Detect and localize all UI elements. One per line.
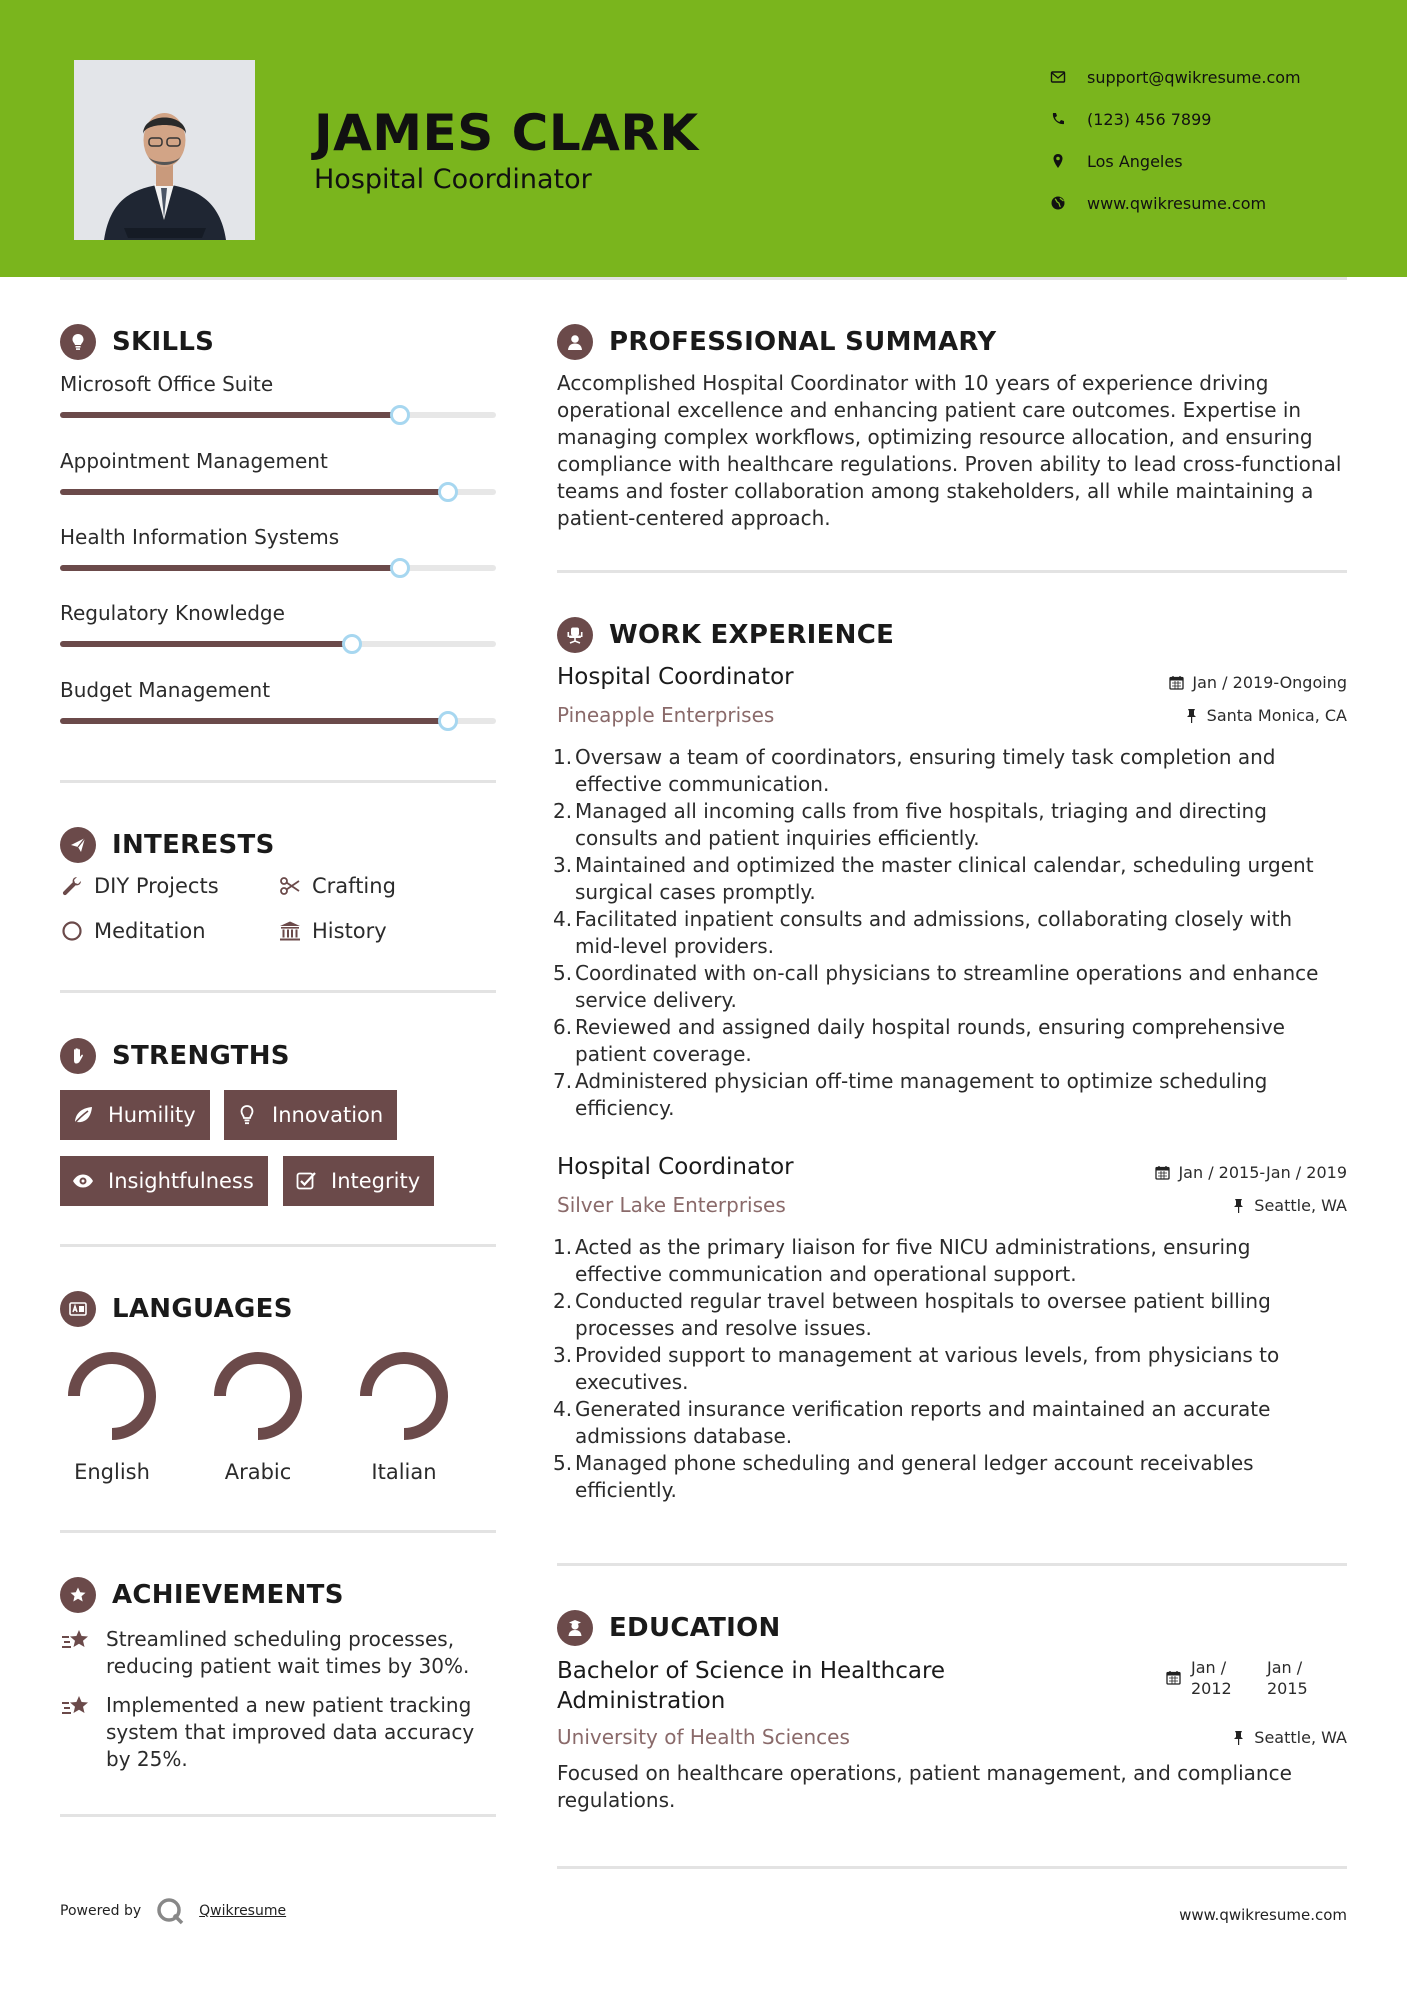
education-degree: Bachelor of Science in Healthcare Administration: [557, 1658, 946, 1714]
contact-phone[interactable]: [1049, 98, 1389, 140]
interest-item: [278, 919, 387, 943]
phone-icon: [1049, 110, 1067, 128]
skill-item: [60, 449, 496, 473]
education-description: Focused on healthcare operations, patient management, and compliance regulations.: [557, 1761, 1292, 1812]
job-dates: [1169, 673, 1347, 692]
achievement-item: [60, 1692, 500, 1773]
education-date-start: Jan / 2012: [1191, 1658, 1232, 1698]
job-bullet-text: Acted as the primary liaison for five NICU administrations, ensuring effective communication and operational support.: [575, 1235, 1251, 1286]
section-divider: [60, 1244, 496, 1247]
eye-icon: [70, 1168, 96, 1194]
job-bullets: [553, 744, 1337, 1122]
summary-text: Accomplished Hospital Coordinator with 10 years of experience driving operational excellence and enhancing patient care outcomes. Expertise in managing complex workflows, optimizing resource allocation, and ensuring compliance with healthcare regulations. Proven ability to lead cross-functional teams and foster collaboration among stakeholders, all while maintaining a patient-centered approach.: [557, 371, 1342, 530]
job-bullet: 5. Managed phone scheduling and general ledger account receivables efficiently.: [553, 1451, 1254, 1502]
education-heading-label: EDUCATION: [609, 1613, 781, 1643]
star-icon: [60, 1626, 94, 1654]
star-icon: [60, 1692, 94, 1720]
skill-name: Budget Management: [60, 678, 271, 702]
education-dates: [1166, 1657, 1343, 1699]
person-portrait-image: [74, 60, 255, 240]
job-bullet: 3. Provided support to management at various levels, from physicians to executives.: [553, 1343, 1280, 1394]
job-bullet: 4. Facilitated inpatient consults and admissions, collaborating closely with mid-level providers.: [553, 907, 1293, 958]
interests-heading-label: INTERESTS: [112, 830, 275, 860]
achievement-text: Streamlined scheduling processes, reducing patient wait times by 30%.: [106, 1627, 470, 1678]
education-location: [1231, 1728, 1347, 1747]
job-bullet-text: Managed phone scheduling and general ledger account receivables efficiently.: [575, 1451, 1254, 1502]
section-divider: [60, 780, 496, 783]
job-bullets: [553, 1234, 1337, 1504]
contact-email-text: support@qwikresume.com: [1087, 67, 1301, 87]
interest-item: [60, 874, 219, 898]
achievements-heading-label: ACHIEVEMENTS: [112, 1580, 344, 1610]
job-bullet-text: Reviewed and assigned daily hospital rounds, ensuring comprehensive patient coverage.: [575, 1015, 1285, 1066]
qwikresume-link[interactable]: Qwikresume: [199, 1903, 287, 1919]
skill-item: [60, 601, 496, 625]
skill-bar-knob: [390, 558, 410, 578]
lightbulb-icon: [234, 1102, 260, 1128]
resume-header: [0, 0, 1407, 277]
experience-heading-label: WORK EXPERIENCE: [609, 620, 895, 650]
skill-bar: [60, 489, 496, 495]
job-dates: [1155, 1163, 1347, 1182]
calendar-icon: [1166, 1670, 1181, 1685]
strength-tag: [224, 1090, 397, 1140]
skill-bar: [60, 718, 496, 724]
languages-heading-label: LANGUAGES: [112, 1294, 293, 1324]
skill-bar-knob: [438, 482, 458, 502]
skill-bar-knob: [390, 405, 410, 425]
interest-label: Meditation: [94, 919, 206, 943]
skill-bar-fill: [60, 412, 400, 418]
interests-heading: [60, 827, 275, 863]
achievement-text: Implemented a new patient tracking system that improved data accuracy by 25%.: [106, 1693, 475, 1771]
globe-icon: [1049, 194, 1067, 212]
section-divider: [60, 1814, 496, 1817]
education-location-text: Seattle, WA: [1254, 1728, 1347, 1747]
job-bullet: 4. Generated insurance verification reports and maintained an accurate admissions database.: [553, 1397, 1271, 1448]
job-bullet-text: Conducted regular travel between hospitals to oversee patient billing processes and resolve issues.: [575, 1289, 1271, 1340]
section-divider: [60, 1530, 496, 1533]
section-divider: [557, 1563, 1347, 1566]
translate-icon: [60, 1291, 96, 1327]
job-dates-text: Jan / 2015-Jan / 2019: [1178, 1163, 1347, 1182]
graduate-icon: [557, 1610, 593, 1646]
strength-label: Innovation: [272, 1103, 384, 1127]
pushpin-icon: [1184, 708, 1199, 723]
contact-phone-text: (123) 456 7899: [1087, 109, 1212, 129]
skill-bar: [60, 565, 496, 571]
job-company: Silver Lake Enterprises: [557, 1193, 786, 1217]
contact-list: [1049, 56, 1389, 224]
language-item: [52, 1346, 172, 1484]
job-bullet: 2. Conducted regular travel between hospitals to oversee patient billing processes and resolve issues.: [553, 1289, 1271, 1340]
skills-heading: [60, 324, 214, 360]
job-bullet-text: Administered physician off-time management to optimize scheduling efficiency.: [575, 1069, 1268, 1120]
strength-label: Humility: [108, 1103, 196, 1127]
paper-plane-icon: [60, 827, 96, 863]
job-bullet-text: Generated insurance verification reports and maintained an accurate admissions database.: [575, 1397, 1271, 1448]
summary-heading: [557, 324, 996, 360]
envelope-icon: [1049, 68, 1067, 86]
job-bullet-text: Facilitated inpatient consults and admissions, collaborating closely with mid-level providers.: [575, 907, 1293, 958]
job-bullet-text: Maintained and optimized the master clinical calendar, scheduling urgent surgical cases promptly.: [575, 853, 1314, 904]
skill-bar-knob: [438, 711, 458, 731]
candidate-title: Hospital Coordinator: [314, 164, 592, 195]
section-divider: [557, 1866, 1347, 1869]
education-date-end: Jan / 2015: [1267, 1658, 1308, 1698]
language-item: [344, 1346, 464, 1484]
job-bullet: 1. Acted as the primary liaison for five NICU administrations, ensuring effective communication and operational support.: [553, 1235, 1251, 1286]
job-bullet-text: Oversaw a team of coordinators, ensuring timely task completion and effective communication.: [575, 745, 1276, 796]
star-badge-icon: [60, 1577, 96, 1613]
job-location-text: Santa Monica, CA: [1206, 706, 1347, 725]
raised-hand-icon: [60, 1038, 96, 1074]
strength-tag: [60, 1156, 268, 1206]
footer-url[interactable]: www.qwikresume.com: [1179, 1906, 1347, 1924]
contact-website[interactable]: [1049, 182, 1389, 224]
skill-bar-fill: [60, 565, 400, 571]
skill-name: Regulatory Knowledge: [60, 601, 285, 625]
language-ring: [354, 1346, 454, 1446]
interest-item: [60, 919, 206, 943]
powered-by-text: Powered by: [60, 1903, 142, 1919]
section-divider: [60, 990, 496, 993]
skill-name: Health Information Systems: [60, 525, 340, 549]
leaf-icon: [70, 1102, 96, 1128]
language-item: [198, 1346, 318, 1484]
bank-icon: [278, 919, 302, 943]
experience-heading: [557, 617, 894, 653]
job-bullet-text: Provided support to management at various levels, from physicians to executives.: [575, 1343, 1280, 1394]
strengths-heading-label: STRENGTHS: [112, 1041, 290, 1071]
job-dates-text: Jan / 2019-Ongoing: [1192, 673, 1347, 692]
interest-item: [278, 874, 396, 898]
skill-bar-fill: [60, 489, 448, 495]
strength-tag: [283, 1156, 434, 1206]
job-company: Pineapple Enterprises: [557, 703, 775, 727]
lightbulb-icon: [60, 324, 96, 360]
job-bullet-text: Managed all incoming calls from five hospitals, triaging and directing consults and patient inquiries efficiently.: [575, 799, 1267, 850]
map-pin-icon: [1049, 152, 1067, 170]
job-bullet: 7. Administered physician off-time management to optimize scheduling efficiency.: [553, 1069, 1268, 1120]
job-bullet: 2. Managed all incoming calls from five hospitals, triaging and directing consults and patient inquiries efficiently.: [553, 799, 1267, 850]
job-bullet-text: Coordinated with on-call physicians to streamline operations and enhance service delivery.: [575, 961, 1319, 1012]
strengths-heading: [60, 1038, 290, 1074]
skill-bar: [60, 412, 496, 418]
job-bullet: 6. Reviewed and assigned daily hospital rounds, ensuring comprehensive patient coverage.: [553, 1015, 1285, 1066]
strength-label: Integrity: [331, 1169, 421, 1193]
profile-photo: [74, 60, 255, 240]
skill-name: Microsoft Office Suite: [60, 372, 274, 396]
achievement-item: [60, 1626, 500, 1680]
job-location-text: Seattle, WA: [1254, 1196, 1347, 1215]
contact-website-text: www.qwikresume.com: [1087, 193, 1267, 213]
skill-item: [60, 372, 496, 396]
languages-heading: [60, 1291, 293, 1327]
education-heading: [557, 1610, 781, 1646]
job-bullet: 1. Oversaw a team of coordinators, ensuring timely task completion and effective communication.: [553, 745, 1276, 796]
contact-location-text: Los Angeles: [1087, 151, 1183, 171]
circle-icon: [60, 919, 84, 943]
skill-item: [60, 525, 496, 549]
calendar-icon: [1155, 1165, 1170, 1180]
scissors-icon: [278, 874, 302, 898]
job-bullet: 3. Maintained and optimized the master clinical calendar, scheduling urgent surgical cases promptly.: [553, 853, 1314, 904]
job-location: [1231, 1196, 1347, 1215]
checkbox-icon: [293, 1168, 319, 1194]
skill-bar-fill: [60, 641, 352, 647]
achievements-heading: [60, 1577, 344, 1613]
job-title: Hospital Coordinator: [557, 1154, 794, 1180]
calendar-icon: [1169, 675, 1184, 690]
wrench-icon: [60, 874, 84, 898]
job-bullet: 5. Coordinated with on-call physicians to streamline operations and enhance service delivery.: [553, 961, 1319, 1012]
skill-bar-fill: [60, 718, 448, 724]
interest-label: DIY Projects: [94, 874, 219, 898]
skills-heading-label: SKILLS: [112, 327, 215, 357]
qwikresume-logo-icon: [155, 1896, 185, 1926]
candidate-name: JAMES CLARK: [314, 104, 699, 162]
skill-bar-knob: [342, 634, 362, 654]
language-ring: [62, 1346, 162, 1446]
summary-heading-label: PROFESSIONAL SUMMARY: [609, 327, 997, 357]
skill-name: Appointment Management: [60, 449, 328, 473]
pushpin-icon: [1231, 1198, 1246, 1213]
header-divider: [60, 277, 1347, 280]
pushpin-icon: [1231, 1730, 1246, 1745]
office-chair-icon: [557, 617, 593, 653]
language-name: English: [74, 1460, 150, 1484]
skill-bar: [60, 641, 496, 647]
user-icon: [557, 324, 593, 360]
interest-label: Crafting: [312, 874, 396, 898]
section-divider: [557, 570, 1347, 573]
language-ring: [208, 1346, 308, 1446]
skill-item: [60, 678, 496, 702]
strength-label: Insightfulness: [108, 1169, 254, 1193]
job-location: [1184, 706, 1347, 725]
strength-tag: [60, 1090, 210, 1140]
contact-location: [1049, 140, 1389, 182]
interest-label: History: [312, 919, 387, 943]
job-title: Hospital Coordinator: [557, 664, 794, 690]
footer-branding: [60, 1896, 286, 1926]
education-school: University of Health Sciences: [557, 1725, 850, 1749]
language-name: Arabic: [224, 1460, 292, 1484]
language-name: Italian: [371, 1460, 437, 1484]
contact-email[interactable]: [1049, 56, 1389, 98]
